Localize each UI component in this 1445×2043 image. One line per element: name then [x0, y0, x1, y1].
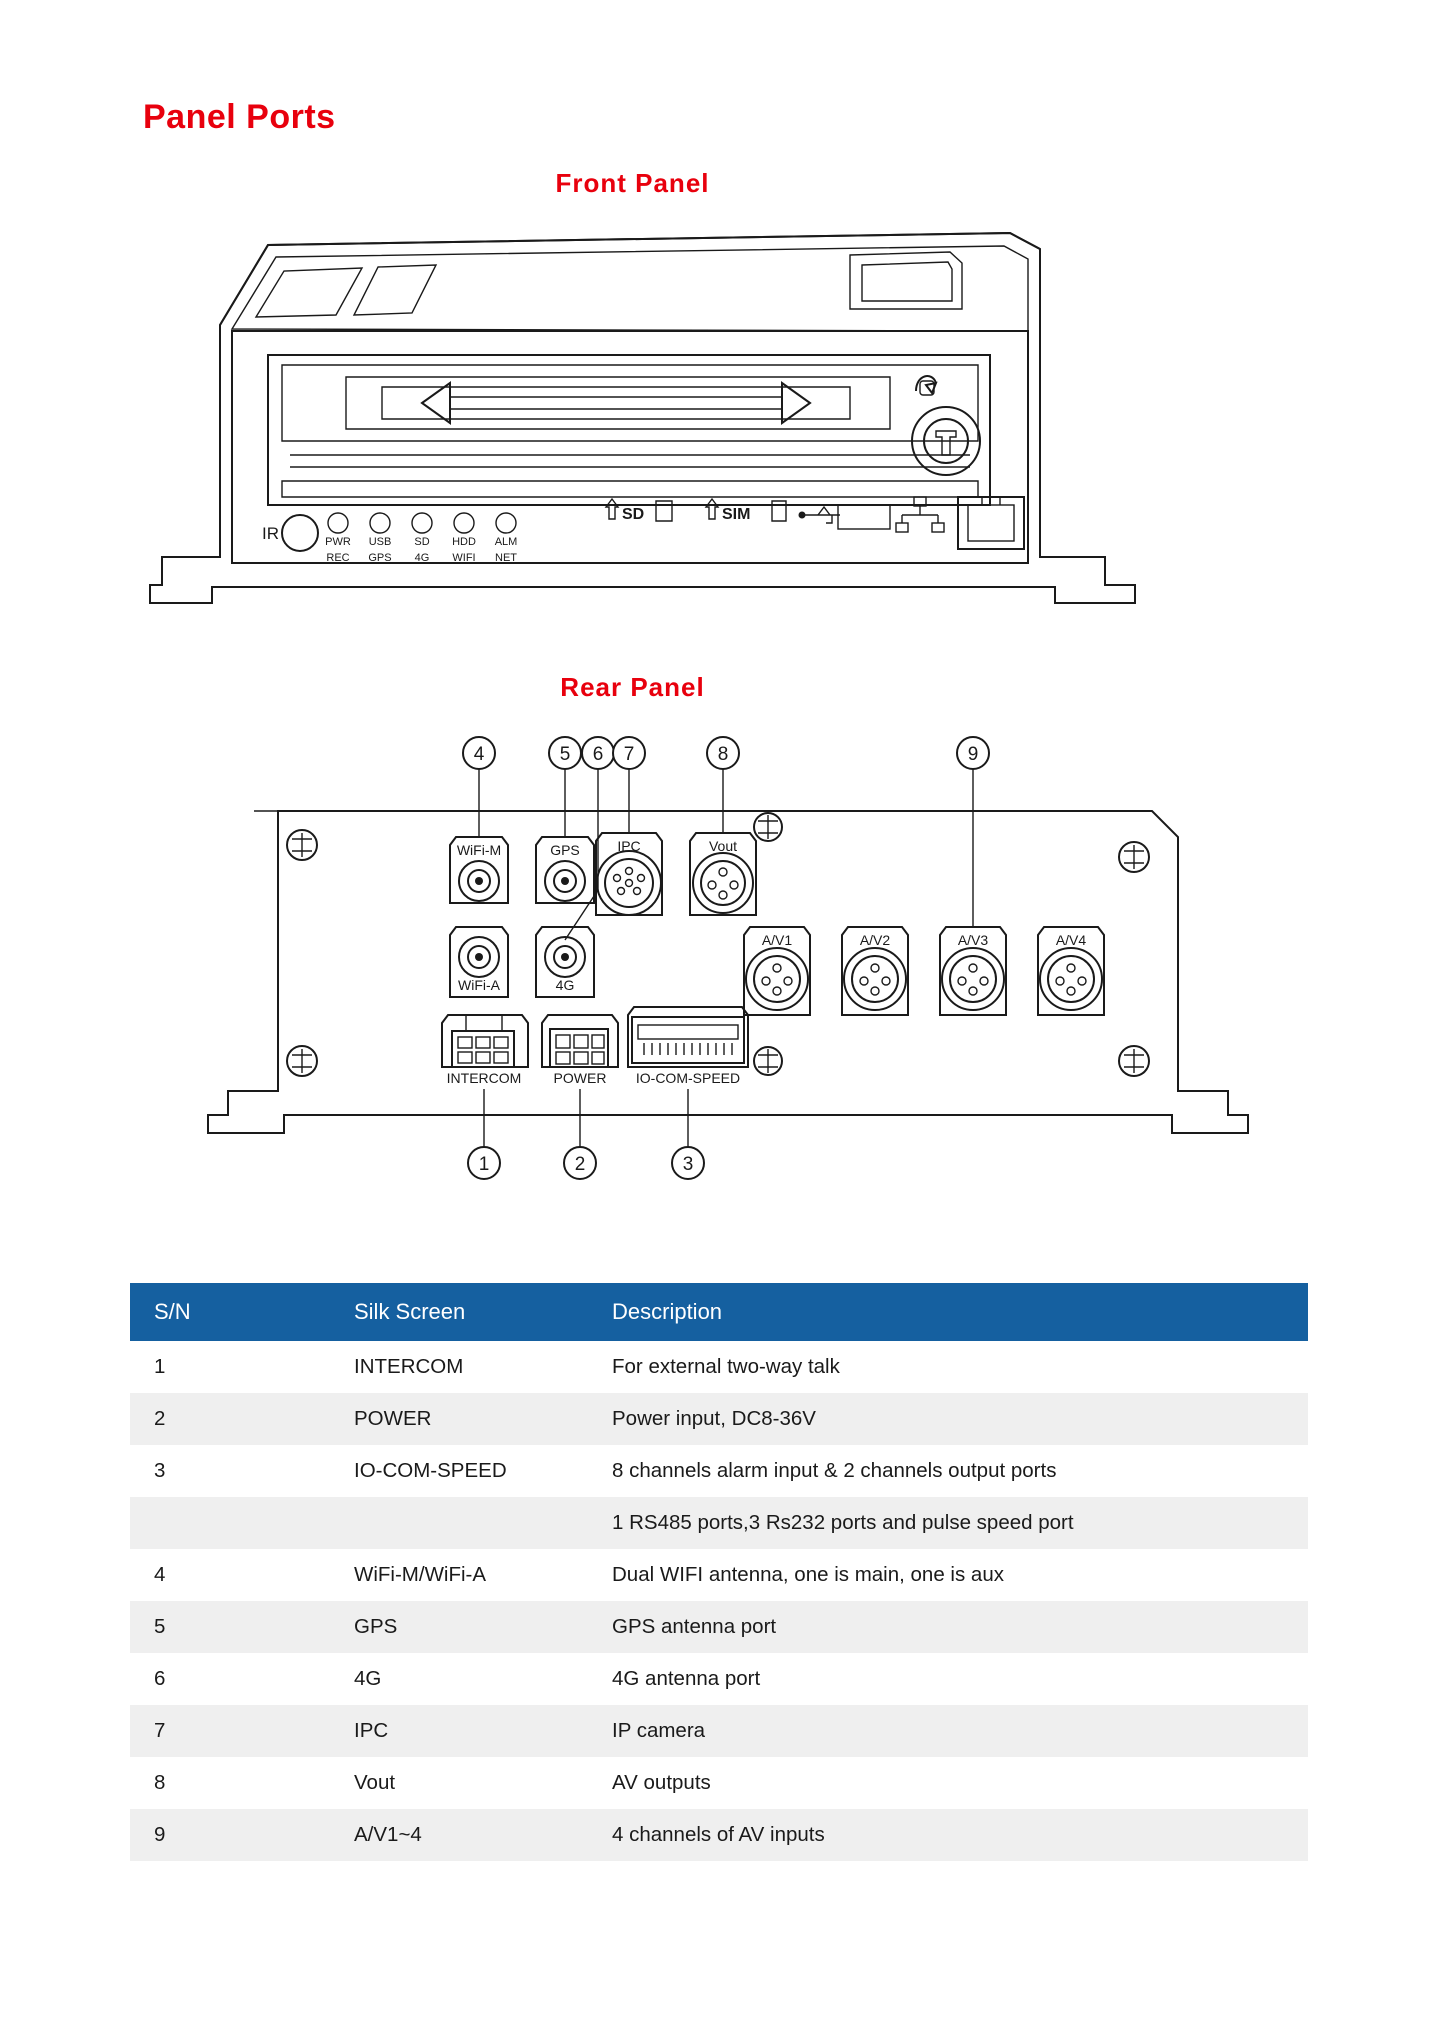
ethernet-icon — [896, 497, 944, 532]
port-gps — [536, 837, 594, 903]
port-av2 — [842, 927, 908, 1015]
port-wifi-m — [450, 837, 508, 903]
cell-desc: 1 RS485 ports,3 Rs232 ports and pulse speed port — [612, 1511, 1074, 1534]
cell-silk: GPS — [354, 1615, 398, 1638]
svg-text:2: 2 — [574, 1154, 586, 1175]
rear-panel-diagram — [150, 715, 1330, 1275]
svg-text:REC: REC — [326, 552, 350, 564]
cell-sn: 5 — [154, 1615, 166, 1638]
svg-text:INTERCOM: INTERCOM — [446, 1070, 522, 1086]
cell-sn: 6 — [154, 1667, 166, 1690]
svg-text:POWER: POWER — [553, 1070, 607, 1086]
cell-desc: 4G antenna port — [612, 1667, 761, 1690]
port-av1 — [744, 927, 810, 1015]
cell-desc: Dual WIFI antenna, one is main, one is aux — [612, 1563, 1004, 1586]
cell-desc: For external two-way talk — [612, 1355, 840, 1378]
cell-sn: 4 — [154, 1563, 166, 1586]
cell-silk: Vout — [354, 1771, 396, 1794]
table-header-row — [130, 1283, 1308, 1341]
svg-text:SIM: SIM — [722, 506, 751, 523]
usb-icon — [799, 505, 891, 529]
svg-text:HDD: HDD — [452, 536, 476, 548]
cell-desc: 8 channels alarm input & 2 channels output ports — [612, 1459, 1057, 1482]
rj45-port — [958, 497, 1024, 549]
cell-sn — [130, 1497, 330, 1549]
svg-text:5: 5 — [559, 744, 571, 765]
svg-text:4G: 4G — [555, 977, 575, 993]
port-av3 — [940, 927, 1006, 1015]
cell-silk: INTERCOM — [354, 1355, 464, 1378]
svg-text:ALM: ALM — [494, 536, 518, 548]
cell-sn: 9 — [154, 1823, 166, 1846]
table-row — [130, 1549, 1308, 1601]
svg-text:A/V2: A/V2 — [859, 932, 891, 948]
column-header-sn: S/N — [130, 1283, 330, 1341]
cell-silk: IPC — [354, 1719, 389, 1742]
cell-desc: IP camera — [612, 1719, 706, 1742]
svg-text:6: 6 — [592, 744, 604, 765]
cell-desc: GPS antenna port — [612, 1615, 777, 1638]
svg-text:Vout: Vout — [708, 838, 738, 854]
svg-text:7: 7 — [623, 744, 635, 765]
svg-text:8: 8 — [717, 744, 729, 765]
sd-slot — [606, 499, 672, 523]
svg-text:SD: SD — [414, 536, 430, 548]
front-led-indicators — [325, 513, 517, 564]
table-row — [130, 1445, 1308, 1497]
svg-text:4G: 4G — [414, 552, 430, 564]
port-description-table — [130, 1283, 1308, 1861]
table-row — [130, 1757, 1308, 1809]
svg-text:NET: NET — [495, 552, 517, 564]
svg-text:A/V3: A/V3 — [957, 932, 989, 948]
cell-sn: 1 — [154, 1355, 166, 1378]
cell-sn: 3 — [154, 1459, 166, 1482]
port-4g — [536, 927, 594, 997]
table-row — [130, 1341, 1308, 1393]
callout-numbers — [463, 737, 989, 1179]
page-title: Panel Ports — [143, 98, 336, 136]
svg-text:SD: SD — [622, 506, 645, 523]
port-power — [542, 1015, 618, 1086]
svg-text:WiFi-A: WiFi-A — [458, 977, 500, 993]
front-panel-heading: Front Panel — [555, 168, 710, 198]
svg-text:A/V4: A/V4 — [1055, 932, 1087, 948]
cell-silk: WiFi-M/WiFi-A — [354, 1563, 487, 1586]
table-row — [130, 1601, 1308, 1653]
svg-text:9: 9 — [967, 744, 979, 765]
cell-desc: Power input, DC8-36V — [612, 1407, 816, 1430]
cell-desc: 4 channels of AV inputs — [612, 1823, 825, 1846]
cell-sn: 2 — [154, 1407, 166, 1430]
svg-text:3: 3 — [682, 1154, 694, 1175]
cell-silk: POWER — [354, 1407, 432, 1430]
cell-silk: IO-COM-SPEED — [354, 1459, 507, 1482]
cell-sn: 8 — [154, 1771, 166, 1794]
port-wifi-a — [450, 927, 508, 997]
cell-sn: 7 — [154, 1719, 166, 1742]
column-header-description: Description — [588, 1283, 1308, 1341]
svg-text:PWR: PWR — [325, 536, 351, 548]
column-header-silk-screen: Silk Screen — [330, 1283, 588, 1341]
sim-slot — [706, 499, 786, 523]
table-row — [130, 1497, 1308, 1549]
svg-text:IR: IR — [262, 524, 279, 543]
svg-text:WIFI: WIFI — [452, 552, 476, 564]
cell-silk: 4G — [354, 1667, 382, 1690]
cell-silk: A/V1~4 — [354, 1823, 422, 1846]
front-panel-diagram — [150, 205, 1250, 635]
svg-text:GPS: GPS — [368, 552, 392, 564]
svg-text:GPS: GPS — [550, 842, 580, 858]
rear-panel-heading: Rear Panel — [560, 672, 705, 702]
svg-text:IO-COM-SPEED: IO-COM-SPEED — [635, 1070, 741, 1086]
port-ipc — [596, 833, 662, 915]
port-vout — [690, 833, 756, 915]
port-io-com-speed — [628, 1007, 748, 1086]
svg-text:USB: USB — [368, 536, 392, 548]
port-intercom — [442, 1015, 528, 1086]
table-row — [130, 1809, 1308, 1861]
table-row — [130, 1653, 1308, 1705]
svg-text:WiFi-M: WiFi-M — [456, 842, 502, 858]
table-row — [130, 1393, 1308, 1445]
table-row — [130, 1705, 1308, 1757]
cell-desc: AV outputs — [612, 1771, 711, 1794]
cell-silk — [330, 1497, 588, 1549]
svg-text:A/V1: A/V1 — [761, 932, 793, 948]
svg-text:IPC: IPC — [617, 838, 641, 854]
svg-text:4: 4 — [473, 744, 485, 765]
port-av4 — [1038, 927, 1104, 1015]
svg-text:1: 1 — [478, 1154, 490, 1175]
